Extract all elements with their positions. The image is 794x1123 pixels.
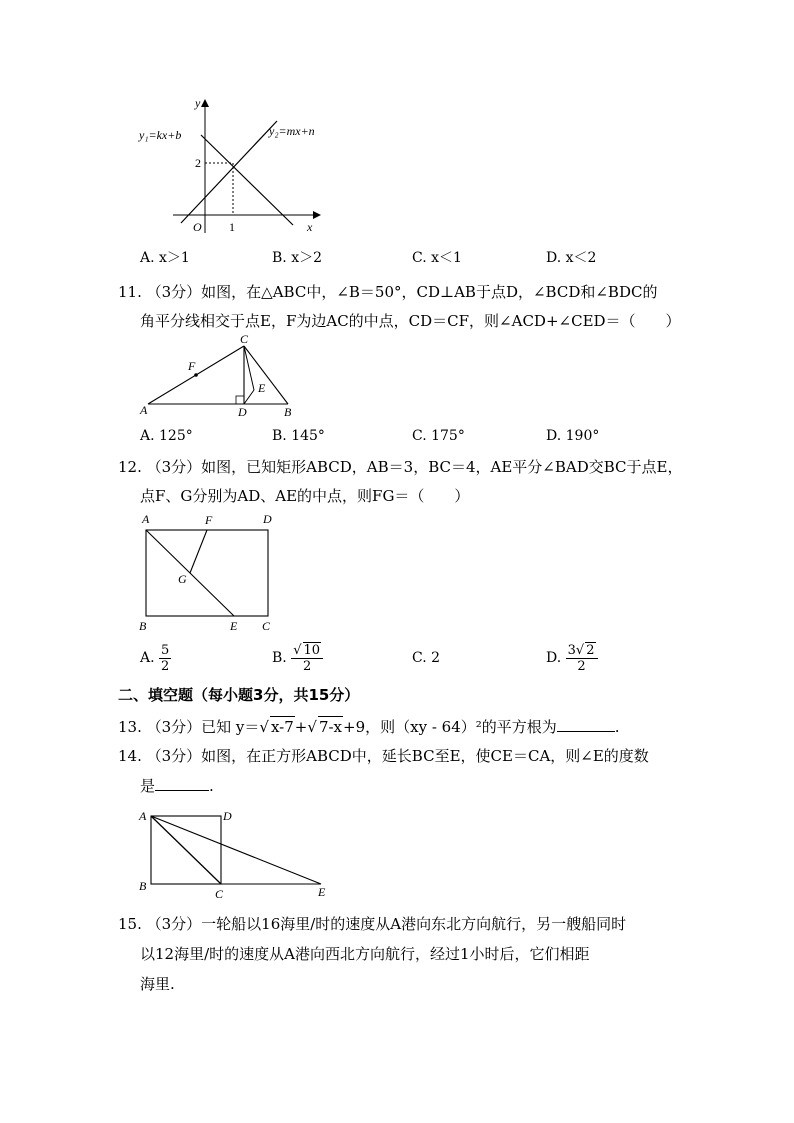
point-f [194,373,198,377]
fraction-denominator: 2 [161,658,170,674]
q13-rest: +9，则（xy - 64）²的平方根为 [343,718,557,736]
label-f: F [205,513,213,527]
q14-text-line2 [140,776,214,796]
q11-option-a[interactable]: A. 125° [140,428,193,444]
q13-end: . [614,718,620,736]
right-angle-mark [236,396,244,404]
seg-ae [151,816,321,884]
q14-end: . [209,777,214,795]
q12-option-b-letter: B. [272,650,287,666]
q10-option-a[interactable]: A. x＞1 [140,250,190,266]
q11-text-line2: 角平分线相交于点E，F为边AC的中点，CD＝CF，则∠ACD+∠CED＝（ ） [140,312,681,330]
q12-option-c[interactable]: C. 2 [412,650,441,666]
label-c: C [215,887,224,901]
fraction-denominator: 2 [302,659,312,674]
q11-option-b[interactable]: B. 145° [272,428,325,444]
label-d: D [238,405,247,419]
y-label: y [195,96,201,110]
q14-line2-text: 是 [140,777,156,795]
q11-figure [138,332,308,420]
q13-radical-2: 7-x [318,718,343,736]
fraction-numerator: √ 10 [291,642,323,659]
q14-figure [136,806,336,901]
fraction-numerator: 5 [161,642,170,658]
label-a: A [142,512,150,526]
q12-option-d-letter: D. [546,650,562,666]
q13-prefix: 13. （3分）已知 y＝ [118,718,260,736]
q12-option-b-fraction [291,642,323,674]
label-g: G [178,572,187,586]
q15-text-line1: 15. （3分）一轮船以16海里/时的速度从A港向东北方向航行，另一艘船同时 [118,915,627,933]
label-d: D [263,512,272,526]
label-e: E [258,381,266,395]
line1-label: y₁=kx+b [139,128,182,142]
q15-text-line2: 以12海里/时的速度从A港向西北方向航行，经过1小时后，它们相距 [140,945,590,963]
line-y2 [181,121,277,223]
q13-text: 13. （3分）已知 y＝√ x-7+√ 7-x+9，则（xy - 64）²的平方根为 . [118,718,620,736]
coefficient: 3 [567,643,576,658]
radicand: 10 [303,643,321,658]
label-c: C [262,619,271,633]
seg-de [244,390,254,404]
q11-option-c[interactable]: C. 175° [412,428,465,444]
label-f: F [188,359,196,373]
q12-option-a-letter: A. [140,650,155,666]
x-axis-arrow [313,211,321,219]
y-axis-arrow [201,99,209,107]
fraction-numerator: 3√ 2 [566,642,598,659]
seg-fg [190,530,207,573]
q10-option-d[interactable]: D. x＜2 [546,250,597,266]
line2-label: y₂=mx+n [269,124,315,138]
label-b: B [139,619,147,633]
q10-option-b[interactable]: B. x＞2 [272,250,322,266]
fraction-denominator: 2 [577,659,586,674]
label-c: C [240,332,249,346]
q12-option-b[interactable] [272,640,323,676]
q11-text-line1: 11. （3分）如图，在△ABC中，∠B＝50°，CD⊥AB于点D，∠BCD和∠BDC的 [118,283,658,301]
q14-answer-blank[interactable] [155,776,209,791]
q12-option-d-fraction [566,642,598,674]
origin-label: O [193,220,202,234]
x-label: x [307,220,313,234]
q12-text-line1: 12. （3分）如图，已知矩形ABCD，AB＝3，BC＝4，AE平分∠BAD交BC于点E， [118,458,683,476]
label-e: E [230,619,238,633]
label-b: B [284,405,292,419]
q12-figure [136,510,286,635]
q15-text-line3: 海里. [140,975,175,993]
seg-ac [151,816,221,884]
q12-option-a[interactable] [140,640,171,676]
q13-answer-blank[interactable] [557,717,615,732]
tick-y-2: 2 [195,156,201,170]
section-heading: 二、填空题（每小题3分，共15分） [118,686,360,704]
q10-graph [135,95,325,237]
q10-option-c[interactable]: C. x＜1 [412,250,462,266]
label-e: E [318,885,326,899]
q13-radical-1: x-7 [270,718,294,736]
q11-option-d[interactable]: D. 190° [546,428,600,444]
q12-option-d[interactable] [546,640,598,676]
line-y1 [201,135,293,225]
radicand: 2 [586,643,595,658]
q14-text-line1: 14. （3分）如图，在正方形ABCD中，延长BC至E，使CE＝CA，则∠E的度数 [118,747,649,765]
label-a: A [139,809,147,823]
label-a: A [140,403,148,417]
rect-abcd [146,530,268,616]
q12-text-line2: 点F、G分别为AD、AE的中点，则FG＝（ ） [140,487,470,505]
tick-x-1: 1 [229,220,235,234]
q13-plus: + [294,718,308,736]
label-b: B [139,879,147,893]
q12-option-a-fraction [159,643,171,674]
label-d: D [223,809,232,823]
